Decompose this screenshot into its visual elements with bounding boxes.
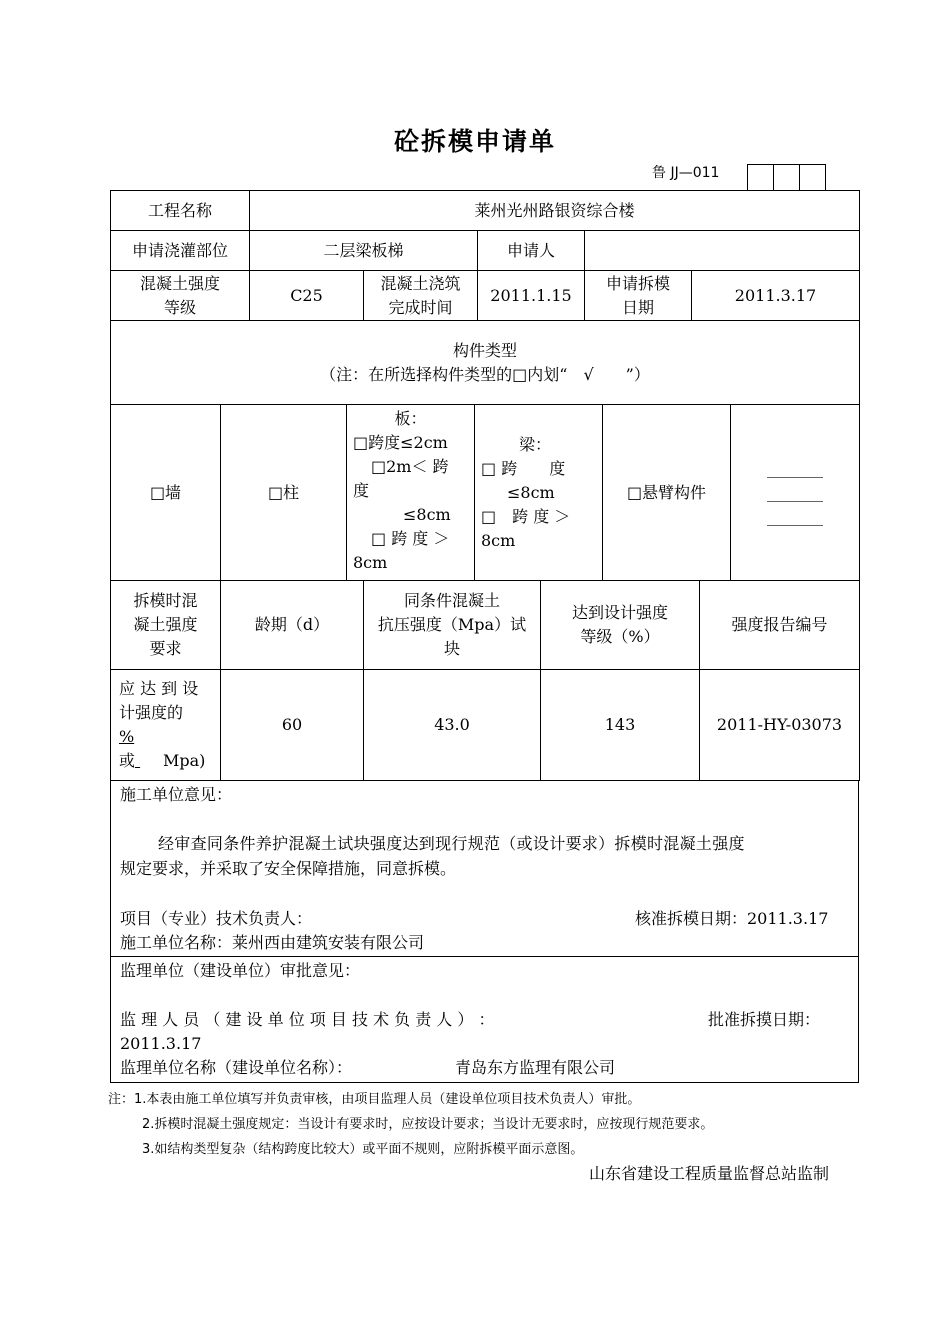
strength-req-label [111, 581, 221, 670]
form-code-boxes [748, 164, 826, 191]
mpa-blank [135, 749, 163, 773]
construction-unit-name: 施工单位名称：莱州西由建筑安装有限公司 [120, 933, 425, 952]
strength-req-label-line: 要求 [149, 639, 182, 658]
approve-date: 核准拆模日期：2011.3.17 [635, 909, 829, 928]
report-no-label: 强度报告编号 [700, 581, 860, 670]
component-table [110, 404, 860, 581]
design-pct-label-line: 达到设计强度 [571, 603, 668, 622]
beam-option-1-cont: ≤8cm [507, 482, 555, 502]
cantilever-option[interactable]: □悬臂构件 [603, 405, 731, 581]
pct-value: 143 [541, 670, 700, 781]
same-cond-label-line: 抗压强度（Mpa）试 [377, 615, 527, 634]
column-option[interactable]: □柱 [221, 405, 347, 581]
age-value: 60 [221, 670, 364, 781]
should-reach-line [119, 749, 212, 773]
should-reach-label [111, 670, 221, 781]
component-heading-cell [111, 321, 860, 405]
issuer: 山东省建设工程质量监督总站监制 [589, 1164, 830, 1183]
supervision-unit-label: 监理单位名称（建设单位名称）： [120, 1058, 353, 1077]
design-pct-label [541, 581, 700, 670]
pour-location-label: 申请浇灌部位 [111, 231, 250, 271]
apply-date-value: 2011.3.17 [692, 271, 860, 321]
slab-title: 板： [394, 409, 427, 428]
applicant-value [585, 231, 860, 271]
component-heading: 构件类型 [453, 340, 518, 360]
slab-option-2-cont: 度 [353, 481, 370, 500]
same-cond-label-line: 同条件混凝土 [403, 591, 500, 610]
form-code: 鲁 JJ—011 [652, 165, 720, 181]
apply-date-label-line: 日期 [621, 297, 654, 317]
mpa-text: Mpa) [163, 751, 206, 770]
pour-done-label-line: 混凝土浇筑 [380, 273, 461, 293]
other-blank[interactable]: _______ [767, 458, 823, 478]
code-box [747, 164, 774, 191]
supervision-person-label: 监 理 人 员 （ 建 设 单 位 项 目 技 术 负 责 人 ） ： [120, 1010, 495, 1029]
project-value: 莱州光州路银资综合楼 [250, 191, 860, 231]
code-box [799, 164, 826, 191]
apply-date-label [585, 271, 692, 321]
strength-grade-label [111, 271, 250, 321]
slab-option-3-cont: 8cm [353, 553, 388, 572]
design-pct-label-line: 等级（%） [580, 627, 660, 646]
construction-opinion-label: 施工单位意见： [120, 785, 233, 804]
beam-title: 梁： [519, 434, 552, 454]
strength-grade-label-line: 等级 [163, 297, 196, 317]
age-label: 龄期（d） [221, 581, 364, 670]
footnote: 注：1.本表由施工单位填写并负责审核，由项目监理人员（建设单位项目技术负责人）审批。 [108, 1092, 641, 1107]
page-title: 砼拆模申请单 [393, 127, 556, 156]
supervision-unit-value: 青岛东方监理有限公司 [455, 1058, 616, 1077]
same-cond-label-line: 块 [443, 639, 460, 658]
construction-opinion-text: 经审查同条件养护混凝土试块强度达到现行规范（或设计要求）拆模时混凝土强度 [158, 834, 745, 853]
slab-option-2-cont: ≤8cm [403, 505, 451, 524]
should-reach-line: 计强度的 [119, 703, 184, 722]
report-value: 2011-HY-03073 [700, 670, 860, 781]
supervision-approve-value: 2011.3.17 [120, 1034, 202, 1053]
slab-option-1[interactable]: □跨度≤2cm [353, 433, 448, 452]
project-label: 工程名称 [111, 191, 250, 231]
code-box [773, 164, 800, 191]
slab-option-3[interactable]: □ 跨 度 ＞ [371, 529, 450, 548]
or-text: 或 [119, 751, 136, 770]
header-table [110, 190, 860, 405]
wall-option[interactable]: □墙 [111, 405, 221, 581]
should-reach-line: 应 达 到 设 [119, 679, 199, 698]
other-blank[interactable]: _______ [767, 506, 823, 526]
slab-cell [347, 405, 475, 581]
strength-grade-label-line: 混凝土强度 [139, 273, 220, 293]
supervision-approve-label: 批准拆摸日期： [708, 1010, 821, 1029]
applicant-label: 申请人 [478, 231, 585, 271]
pour-done-label-line: 完成时间 [388, 297, 453, 317]
supervision-opinion-label: 监理单位（建设单位）审批意见： [120, 961, 361, 980]
construction-opinion-text: 规定要求，并采取了安全保障措施，同意拆模。 [120, 859, 457, 878]
pour-location-value: 二层梁板梯 [250, 231, 478, 271]
beam-option-2-cont: 8cm [481, 530, 516, 550]
footnote: 3.如结构类型复杂（结构跨度比较大）或平面不规则，应附拆模平面示意图。 [142, 1142, 584, 1157]
pour-done-label [364, 271, 478, 321]
same-cond-label [364, 581, 541, 670]
other-blank[interactable]: _______ [767, 482, 823, 502]
strength-value: 43.0 [364, 670, 541, 781]
beam-cell [475, 405, 603, 581]
component-note: （注：在所选择构件类型的□内划“ √ ”） [320, 364, 650, 384]
strength-table [110, 580, 860, 781]
strength-req-label-line: 凝土强度 [133, 615, 198, 634]
strength-grade-value: C25 [250, 271, 364, 321]
apply-date-label-line: 申请拆模 [605, 273, 670, 293]
beam-option-2[interactable]: □ 跨 度 ＞ [481, 506, 571, 526]
percent-blank: % [119, 727, 135, 746]
beam-option-1[interactable]: □ 跨 度 [481, 458, 566, 478]
slab-option-2[interactable]: □2m＜ 跨 [371, 457, 449, 476]
strength-req-label-line: 拆模时混 [133, 591, 198, 610]
pour-done-value: 2011.1.15 [478, 271, 585, 321]
tech-lead-label: 项目（专业）技术负责人： [120, 909, 313, 928]
other-blanks-cell [731, 405, 860, 581]
footnote: 2.拆模时混凝土强度规定：当设计有要求时，应按设计要求；当设计无要求时，应按现行规范要求。 [142, 1117, 714, 1132]
should-reach-line [119, 725, 212, 749]
